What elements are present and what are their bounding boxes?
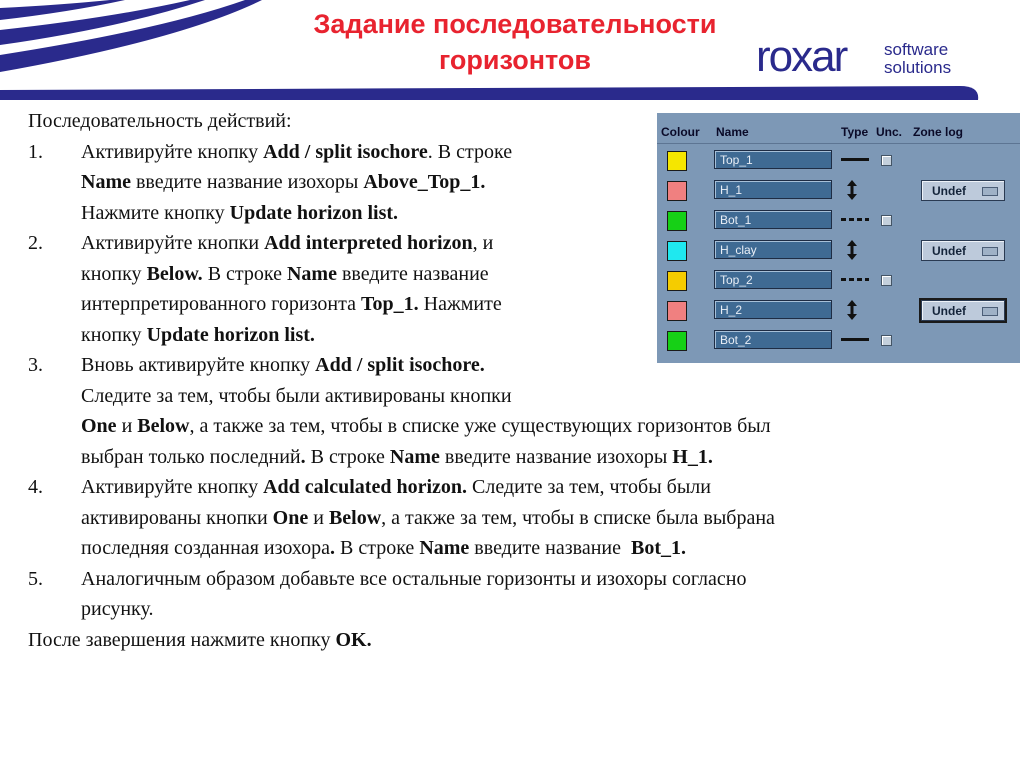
text: введите название изохоры xyxy=(439,445,673,468)
colour-swatch[interactable] xyxy=(667,331,687,351)
zone-log-dropdown[interactable] xyxy=(921,300,1005,321)
header-divider xyxy=(657,143,1020,144)
bold-text: Name xyxy=(419,537,470,559)
text: кнопку xyxy=(81,323,147,346)
text: Активируйте кнопку xyxy=(81,140,264,163)
step-3-line-2: Следите за тем, чтобы были активированы кнопки xyxy=(81,384,512,407)
bold-text: Below xyxy=(137,415,190,437)
bold-text: One xyxy=(81,415,117,437)
double-arrow-icon[interactable] xyxy=(845,239,859,261)
column-header-unc: Unc. xyxy=(876,125,903,139)
step-number: 3. xyxy=(28,354,43,376)
bold-text: Update horizon list. xyxy=(146,323,315,346)
text: В строке xyxy=(202,262,287,285)
text: В строке xyxy=(335,537,420,559)
solid-line-icon[interactable] xyxy=(841,158,869,161)
dashed-line-icon[interactable] xyxy=(841,278,869,281)
horizon-row xyxy=(657,328,1020,358)
panel-header xyxy=(657,121,1020,143)
text: интерпретированного горизонта xyxy=(81,293,361,315)
bold-text: Bot_1. xyxy=(631,537,686,559)
colour-swatch[interactable] xyxy=(667,301,687,321)
bold-text: Add interpreted horizon xyxy=(264,232,473,254)
horizon-row xyxy=(657,148,1020,178)
intro-line: Последовательность действий: xyxy=(28,110,292,132)
horizon-name-field[interactable]: Top_1 xyxy=(714,150,832,169)
text: последняя созданная изохора xyxy=(81,537,331,559)
horizon-name-field[interactable]: Bot_2 xyxy=(714,330,832,349)
bold-text: Above_Top_1. xyxy=(363,171,486,193)
title-line-2: горизонтов xyxy=(439,45,591,75)
zone-log-dropdown[interactable] xyxy=(921,240,1005,261)
horizon-table-panel xyxy=(657,113,1020,363)
dropdown-knob-icon xyxy=(982,187,998,196)
horizon-name-field[interactable]: H_clay xyxy=(714,240,832,259)
horizon-name-field[interactable]: Top_2 xyxy=(714,270,832,289)
step-number: 1. xyxy=(28,140,43,163)
roxar-logo xyxy=(756,32,986,82)
logo-tagline-1: software xyxy=(884,40,949,59)
colour-swatch[interactable] xyxy=(667,211,687,231)
zone-log-value: Undef xyxy=(932,184,966,198)
bold-text: . xyxy=(330,537,336,559)
text: . В строке xyxy=(427,140,513,163)
text: , и xyxy=(472,232,494,254)
text: Нажмите кнопку xyxy=(81,201,230,224)
text: активированы кнопки xyxy=(81,506,273,529)
text: После завершения нажмите кнопку xyxy=(28,628,336,651)
uncertainty-checkbox[interactable] xyxy=(881,215,892,226)
step-number: 5. xyxy=(28,567,43,590)
horizon-name-field[interactable]: Bot_1 xyxy=(714,210,832,229)
text: Следите за тем, чтобы были xyxy=(467,476,711,498)
bold-text: H_1. xyxy=(672,445,713,468)
step-3-line-3 xyxy=(28,411,988,442)
text: выбран только последний xyxy=(81,445,301,468)
bold-text: Add / split isochore xyxy=(263,140,428,163)
text: и xyxy=(308,506,329,529)
bold-text: . xyxy=(300,445,306,468)
step-4-line-1 xyxy=(28,472,988,503)
zone-log-dropdown[interactable] xyxy=(921,180,1005,201)
title-line-1: Задание последовательности xyxy=(313,9,717,39)
zone-log-value: Undef xyxy=(932,304,966,318)
step-4-line-3 xyxy=(28,533,988,564)
bold-text: Top_1. xyxy=(360,293,419,315)
zone-log-value: Undef xyxy=(932,244,966,258)
logo-tagline-2: solutions xyxy=(884,58,952,77)
text: Активируйте кнопки xyxy=(81,232,265,254)
bold-text: Add calculated horizon. xyxy=(263,476,468,498)
horizon-name-field[interactable]: H_1 xyxy=(714,180,832,199)
step-number: 2. xyxy=(28,232,43,254)
step-5-line-1 xyxy=(28,564,988,595)
text: и xyxy=(116,415,138,437)
horizon-row xyxy=(657,208,1020,238)
bold-text: Name xyxy=(286,262,337,285)
bold-text: Name xyxy=(389,445,440,468)
bold-text: Below xyxy=(328,506,382,529)
step-3-line-4 xyxy=(28,442,988,473)
bold-text: Below. xyxy=(146,262,203,285)
text: введите название изохоры xyxy=(130,171,364,193)
text: введите название xyxy=(336,262,489,285)
colour-swatch[interactable] xyxy=(667,181,687,201)
text: , а также за тем, чтобы в списке была выбрана xyxy=(381,506,775,529)
colour-swatch[interactable] xyxy=(667,151,687,171)
column-header-name: Name xyxy=(716,125,749,139)
text: В строке xyxy=(305,445,390,468)
dropdown-knob-icon xyxy=(982,307,998,316)
step-5-line-2: рисунку. xyxy=(81,598,154,620)
colour-swatch[interactable] xyxy=(667,271,687,291)
logo-wordmark: roxar xyxy=(756,32,847,81)
text: Аналогичным образом добавьте все остальные горизонты и изохоры согласно xyxy=(81,567,747,590)
uncertainty-checkbox[interactable] xyxy=(881,155,892,166)
step-4-line-2 xyxy=(28,503,988,534)
double-arrow-icon[interactable] xyxy=(845,179,859,201)
text: кнопку xyxy=(81,262,147,285)
column-header-zone-log: Zone log xyxy=(913,125,963,139)
bold-text: Update horizon list. xyxy=(229,201,399,224)
uncertainty-checkbox[interactable] xyxy=(881,275,892,286)
text: введите название xyxy=(469,537,631,559)
text: Нажмите xyxy=(418,293,502,315)
page-title xyxy=(250,6,780,78)
text: Вновь активируйте кнопку xyxy=(81,354,316,376)
horizon-row xyxy=(657,298,1020,328)
bold-text: Name xyxy=(81,171,131,193)
bold-text: Add / split isochore. xyxy=(315,354,485,376)
dashed-line-icon[interactable] xyxy=(841,218,869,221)
double-arrow-icon[interactable] xyxy=(845,299,859,321)
bold-text: One xyxy=(272,506,309,529)
horizon-row xyxy=(657,238,1020,268)
horizon-row xyxy=(657,268,1020,298)
colour-swatch[interactable] xyxy=(667,241,687,261)
horizon-row xyxy=(657,178,1020,208)
column-header-type: Type xyxy=(841,125,869,139)
text: Активируйте кнопку xyxy=(81,476,264,498)
column-header-colour: Colour xyxy=(661,125,700,139)
uncertainty-checkbox[interactable] xyxy=(881,335,892,346)
horizon-name-field[interactable]: H_2 xyxy=(714,300,832,319)
outro-line xyxy=(28,625,988,656)
solid-line-icon[interactable] xyxy=(841,338,869,341)
dropdown-knob-icon xyxy=(982,247,998,256)
bold-text: OK. xyxy=(335,628,372,651)
logo-tagline xyxy=(884,41,951,77)
step-number: 4. xyxy=(28,476,43,498)
text: , а также за тем, чтобы в списке уже существующих горизонтов был xyxy=(189,415,771,437)
